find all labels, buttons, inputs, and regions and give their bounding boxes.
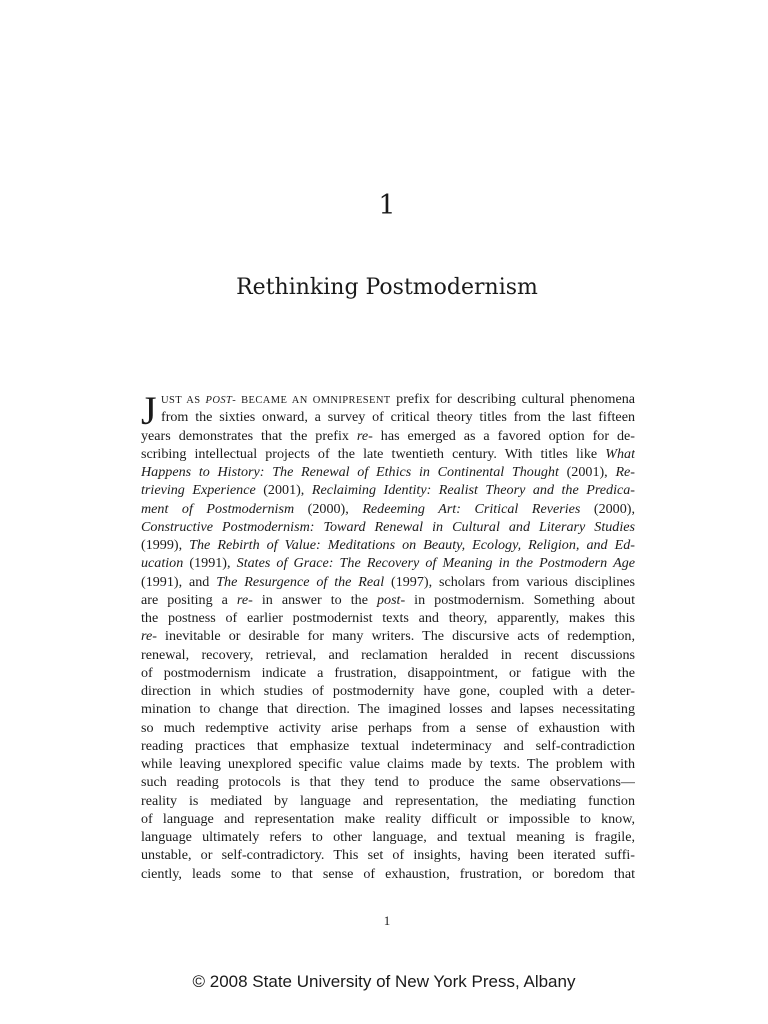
italic-text: ucation (141, 555, 184, 572)
small-caps-text: UST AS (161, 395, 206, 406)
line-text: unstable, or self-contradictory. This set of insights, having been iterated suffi- (141, 847, 635, 864)
body-line (141, 500, 635, 518)
line-text: are positing a (141, 591, 237, 608)
body-line (141, 737, 635, 755)
line-text: (1991), (183, 555, 237, 572)
italic-text: What (605, 445, 635, 462)
body-line (141, 591, 635, 609)
italic-text: re- (356, 427, 373, 444)
body-line (141, 609, 635, 627)
body-line (141, 445, 635, 463)
line-text: of postmodernism indicate a frustration, disappointment, or fatigue with the (141, 664, 635, 681)
body-text (141, 390, 635, 883)
line-text: mination to change that direction. The imagined losses and lapses necessitating (141, 701, 635, 718)
line-text: direction in which studies of postmodernity have gone, coupled with a deter- (141, 683, 635, 699)
small-caps-text: - BECAME AN OMNIPRESENT (232, 395, 391, 406)
italic-text: Re- (615, 464, 635, 480)
paragraph-lines (141, 408, 635, 883)
italic-text: re- (236, 591, 253, 608)
line-text: (2000), (294, 500, 363, 517)
page-number: 1 (383, 913, 391, 928)
italic-text: Happens to History: The Renewal of Ethics in Continental Thought (141, 464, 559, 480)
body-line (141, 755, 635, 773)
line-text: inevitable or desirable for many writers. The discursive acts of redemption, (156, 628, 635, 645)
body-line (141, 682, 635, 700)
italic-text: Reclaiming Identity: Realist Theory and the Predica- (311, 482, 635, 499)
line-text: while leaving unexplored specific value claims made by texts. The problem with (141, 756, 635, 772)
italic-text: ment of Postmodernism (141, 500, 295, 517)
body-line (141, 846, 635, 864)
line-text: ciently, leads some to that sense of exhaustion, frustration, or boredom that (141, 865, 635, 882)
line-text: (1991), and (141, 573, 217, 590)
line-text: reading practices that emphasize textual indeterminacy and self-contradiction (141, 737, 635, 754)
italic-text: The Resurgence of the Real (216, 573, 385, 590)
italic-text: re- (141, 628, 157, 645)
italic-text: States of Grace: The Recovery of Meaning in the Postmodern Age (236, 555, 635, 572)
small-caps-italic-text: POST (205, 395, 233, 406)
body-line (141, 390, 635, 408)
body-line (141, 792, 635, 810)
line-text: (2000), (580, 500, 635, 517)
opening-paragraph (141, 390, 635, 883)
body-line (141, 646, 635, 664)
line-text: language ultimately refers to other language, and textual meaning is fragile, (141, 829, 635, 845)
body-line (141, 700, 635, 718)
line-text: the postness of earlier postmodernist texts and theory, apparently, makes this (141, 610, 635, 626)
body-line (141, 573, 635, 591)
body-line (141, 719, 635, 737)
line-text: in postmodernism. Something about (405, 591, 635, 608)
body-line (141, 518, 635, 536)
line-text: (2001), (255, 482, 312, 499)
chapter-number: 1 (378, 190, 396, 221)
line-text: renewal, recovery, retrieval, and reclamation heralded in recent discussions (141, 646, 635, 663)
line-text: in answer to the (252, 591, 377, 608)
body-line (141, 810, 635, 828)
body-line (141, 828, 635, 846)
line-text: (2001), (558, 464, 616, 480)
line-text: has emerged as a favored option for de- (372, 427, 635, 444)
copyright-notice: © 2008 State University of New York Press, Albany (192, 972, 576, 991)
line-text: scribing intellectual projects of the late twentieth century. With titles like (141, 445, 606, 462)
body-line (141, 773, 635, 791)
body-line (141, 536, 635, 554)
drop-cap: J (141, 388, 157, 433)
line-text: (1999), (141, 537, 190, 553)
chapter-title: Rethinking Postmodernism (236, 275, 538, 300)
italic-text: Redeeming Art: Critical Reveries (362, 500, 581, 517)
body-line (141, 627, 635, 645)
line-text: reality is mediated by language and representation, the mediating function (141, 792, 635, 809)
line-text: so much redemptive activity arise perhaps from a sense of exhaustion with (141, 719, 635, 736)
body-line (141, 554, 635, 572)
body-line (141, 865, 635, 883)
italic-text: The Rebirth of Value: Meditations on Beauty, Ecology, Religion, and Ed- (189, 537, 635, 553)
italic-text: Constructive Postmodernism: Toward Renewal in Cultural and Literary Studies (141, 518, 635, 535)
line-text: of language and representation make reality difficult or impossible to know, (141, 810, 635, 827)
italic-text: post- (376, 591, 406, 608)
body-line (141, 408, 635, 426)
body-line (141, 427, 635, 445)
line-text: such reading protocols is that they tend to produce the same observations— (141, 774, 635, 791)
line-text: (1997), scholars from various disciplines (384, 573, 635, 590)
line-text: from the sixties onward, a survey of critical theory titles from the last fifteen (161, 409, 635, 426)
body-line (141, 664, 635, 682)
line-text: years demonstrates that the prefix (141, 427, 357, 444)
body-line (141, 481, 635, 499)
italic-text: trieving Experience (141, 482, 256, 499)
line-text: prefix for describing cultural phenomena (390, 391, 635, 407)
body-line (141, 463, 635, 481)
